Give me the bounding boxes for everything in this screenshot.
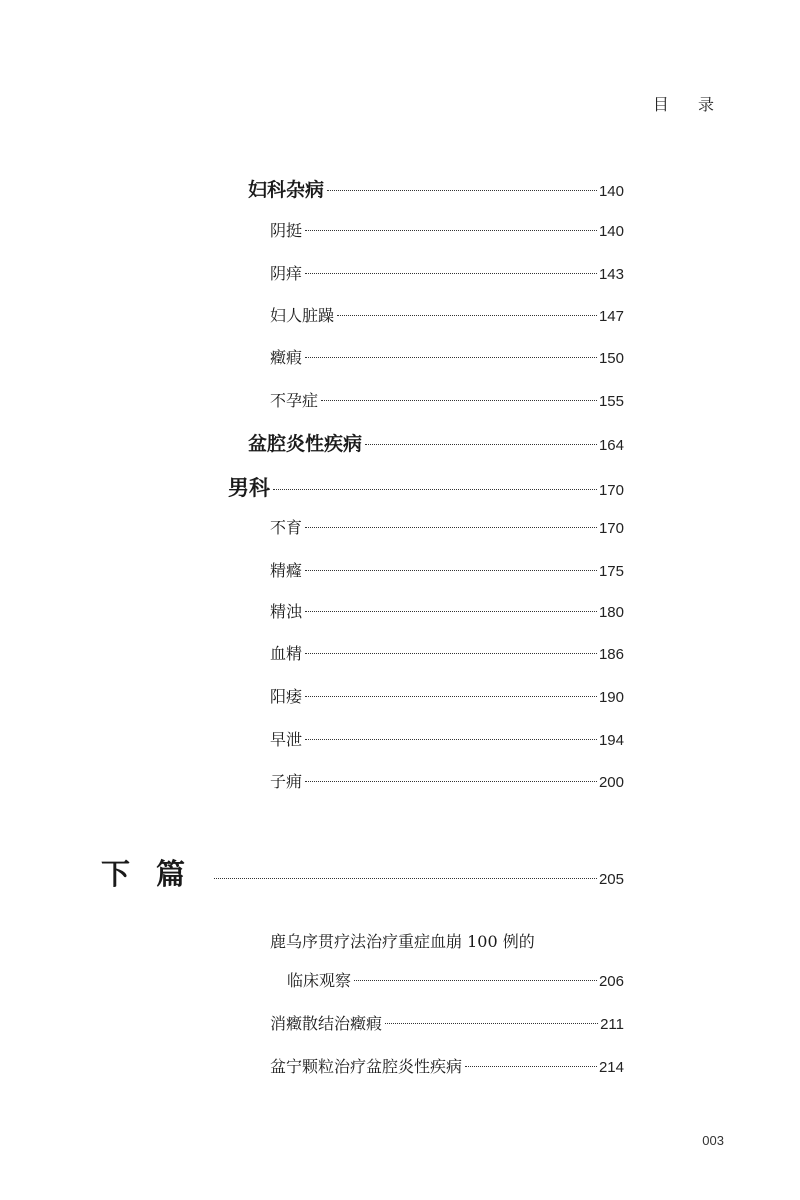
toc-entry-title: 血精 — [270, 644, 303, 663]
toc-entry[interactable] — [270, 684, 624, 707]
toc-dot-leader — [465, 1066, 597, 1067]
toc-entry-category[interactable] — [228, 472, 624, 502]
toc-entry-section[interactable] — [248, 429, 624, 456]
toc-page-number: 190 — [598, 689, 624, 706]
toc-page-number: 214 — [598, 1059, 624, 1076]
toc-entry-title: 子痈 — [270, 772, 303, 791]
toc-entry-title: 阴痒 — [270, 264, 303, 283]
toc-entry-title: 临床观察 — [287, 971, 352, 990]
toc-dot-leader — [305, 781, 597, 782]
toc-entry-part[interactable] — [101, 852, 624, 893]
toc-page-number: 164 — [598, 437, 624, 454]
toc-entry-title: 妇科杂病 — [248, 179, 325, 201]
toc-dot-leader — [305, 273, 597, 274]
toc-dot-leader — [305, 653, 597, 654]
toc-dot-leader — [305, 230, 597, 231]
toc-entry[interactable] — [270, 261, 624, 284]
page-number: 003 — [702, 1133, 724, 1148]
toc-dot-leader — [385, 1023, 598, 1024]
toc-dot-leader — [365, 444, 597, 445]
toc-dot-leader — [321, 400, 597, 401]
toc-page-number: 170 — [598, 520, 624, 537]
toc-page-number: 205 — [598, 871, 624, 888]
toc-page-number: 175 — [598, 563, 624, 580]
toc-dot-leader — [305, 611, 597, 612]
toc-paper-entry[interactable] — [270, 1054, 624, 1077]
toc-dot-leader — [305, 570, 597, 571]
toc-entry[interactable] — [270, 769, 624, 792]
toc-page-number: 211 — [600, 1016, 624, 1033]
running-header: 目 录 — [652, 95, 726, 114]
toc-entry-title: 妇人脏躁 — [270, 306, 335, 325]
toc-entry-title: 精浊 — [270, 602, 303, 621]
toc-page-number: 147 — [598, 308, 624, 325]
toc-page-number: 206 — [598, 973, 624, 990]
toc-dot-leader — [305, 696, 597, 697]
toc-paper-entry[interactable] — [270, 1011, 624, 1034]
toc-dot-leader — [273, 489, 597, 490]
toc-entry-title: 阳痿 — [270, 687, 303, 706]
toc-entry[interactable] — [270, 641, 624, 664]
toc-dot-leader — [305, 357, 597, 358]
toc-page-number: 170 — [598, 482, 624, 499]
toc-page-number: 186 — [598, 646, 624, 663]
toc-page-number: 200 — [598, 774, 624, 791]
toc-dot-leader — [337, 315, 597, 316]
toc-entry[interactable] — [270, 303, 624, 326]
toc-page-number: 143 — [598, 266, 624, 283]
toc-entry-title: 癥瘕 — [270, 348, 303, 367]
toc-entry-title: 盆宁颗粒治疗盆腔炎性疾病 — [270, 1057, 463, 1076]
toc-entry[interactable] — [270, 345, 624, 368]
toc-entry-title: 下篇 — [101, 857, 212, 891]
toc-dot-leader — [305, 527, 597, 528]
toc-entry[interactable] — [270, 515, 624, 538]
toc-dot-leader — [214, 878, 597, 879]
toc-dot-leader — [305, 739, 597, 740]
toc-page-number: 180 — [598, 604, 624, 621]
toc-dot-leader — [354, 980, 597, 981]
toc-entry[interactable] — [270, 727, 624, 750]
toc-entry-title: 早泄 — [270, 730, 303, 749]
toc-entry-title: 不育 — [270, 518, 303, 537]
toc-entry-title: 不孕症 — [270, 391, 319, 410]
toc-dot-leader — [327, 190, 597, 191]
toc-page-number: 140 — [598, 183, 624, 200]
toc-page-number: 194 — [598, 732, 624, 749]
toc-paper-title-line1[interactable]: 鹿乌序贯疗法治疗重症血崩 100 例的 — [270, 932, 535, 951]
toc-page-number: 155 — [598, 393, 624, 410]
toc-entry-title: 阴挺 — [270, 221, 303, 240]
toc-entry[interactable] — [270, 599, 624, 622]
toc-entry-section[interactable] — [248, 175, 624, 202]
toc-entry[interactable] — [270, 558, 624, 581]
toc-entry[interactable] — [270, 388, 624, 411]
toc-entry-title: 精癃 — [270, 561, 303, 580]
toc-entry-title: 男科 — [228, 475, 270, 500]
toc-entry-title: 消癥散结治癥瘕 — [270, 1014, 383, 1033]
toc-entry-title: 盆腔炎性疾病 — [248, 433, 363, 455]
toc-page-number: 140 — [598, 223, 624, 240]
toc-paper-entry[interactable] — [287, 968, 624, 991]
toc-entry[interactable] — [270, 218, 624, 241]
toc-page-number: 150 — [598, 350, 624, 367]
